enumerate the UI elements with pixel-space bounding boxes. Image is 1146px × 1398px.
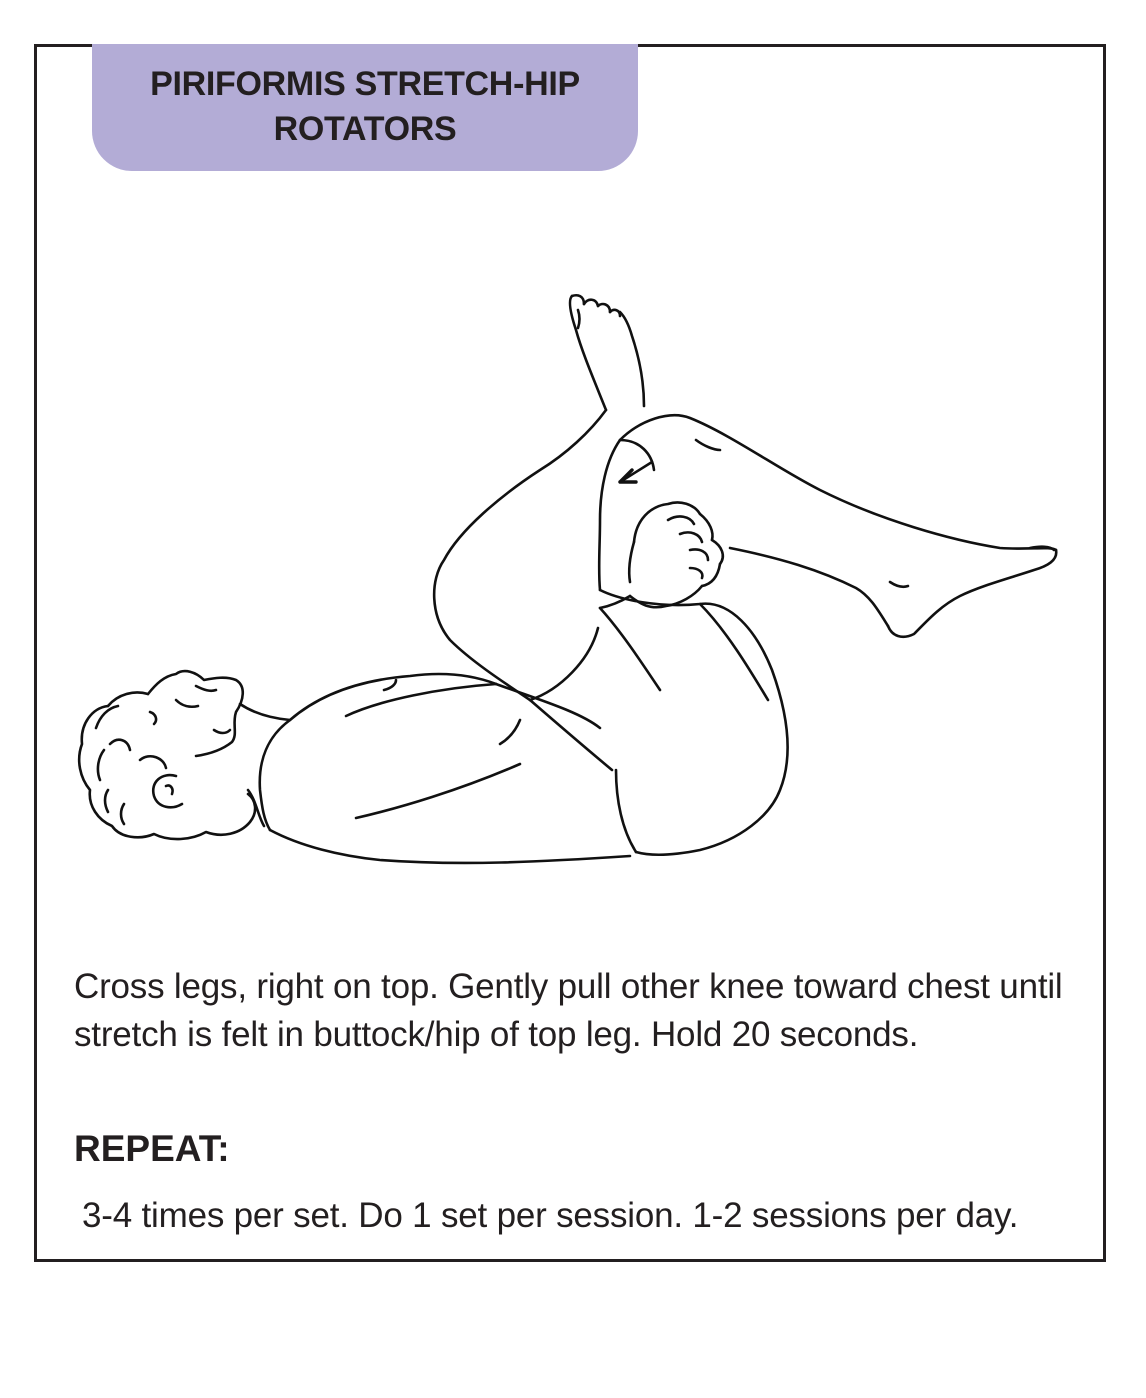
repeat-text: 3-4 times per set. Do 1 set per session. 1-2 sessions per day. [82,1196,1019,1235]
exercise-title: PIRIFORMIS STRETCH-HIP ROTATORS [150,64,580,148]
repeat-heading: REPEAT: [74,1128,230,1169]
exercise-instructions: Cross legs, right on top. Gently pull other knee toward chest until stretch is felt in buttock/hip of top leg. Hold 20 seconds. [74,967,1063,1054]
